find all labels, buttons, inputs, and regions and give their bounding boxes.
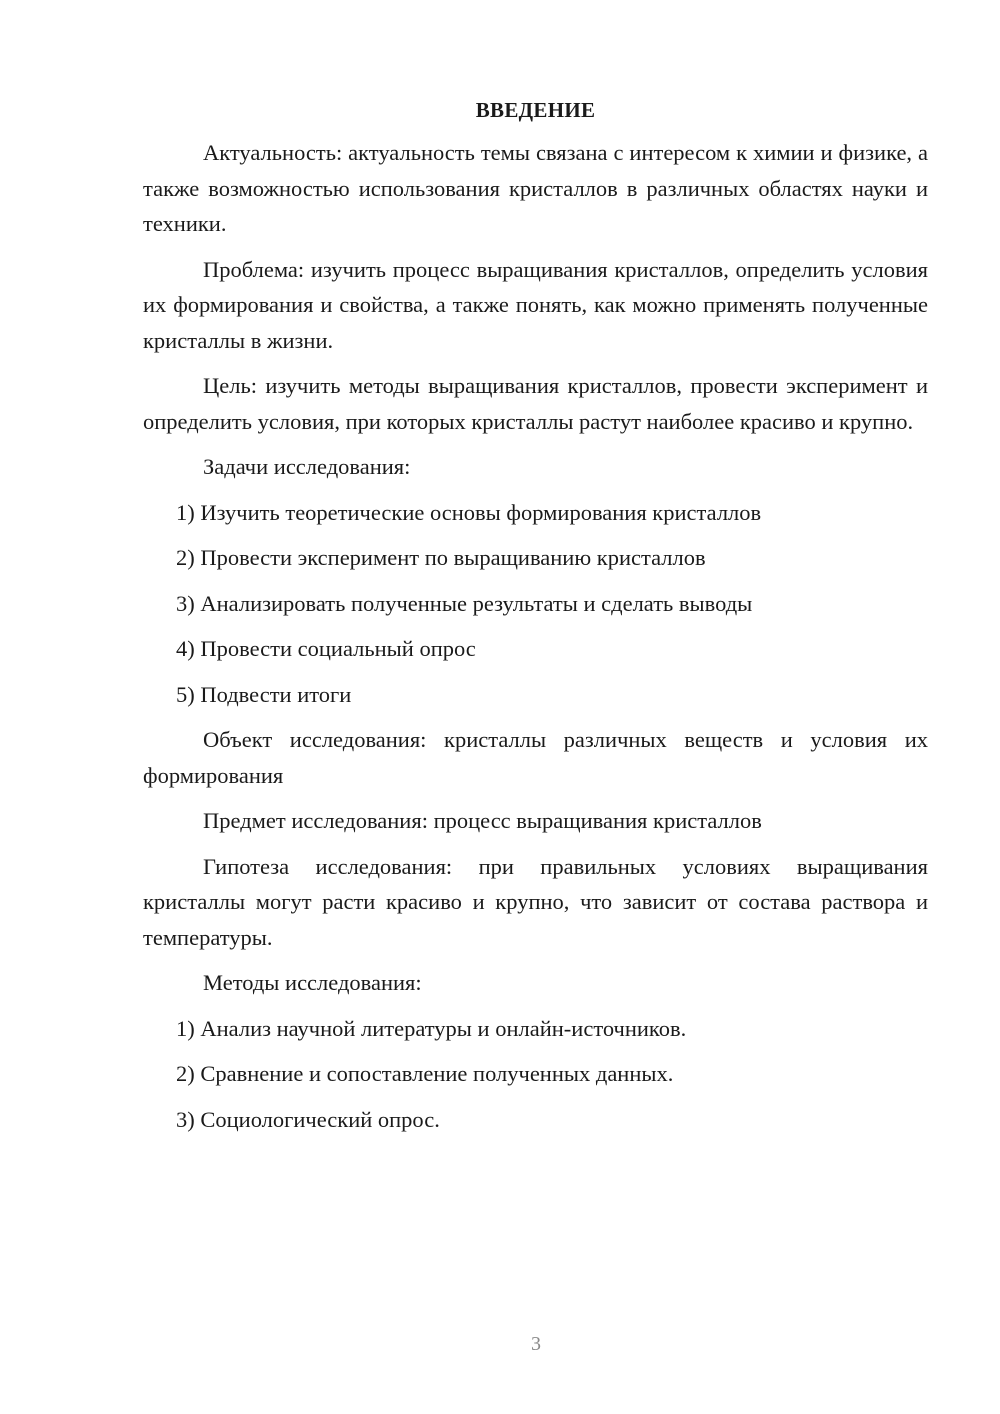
task-item: 2) Провести эксперимент по выращиванию кристаллов (176, 545, 706, 570)
method-item: 3) Социологический опрос. (176, 1106, 440, 1132)
goal-paragraph: Цель: изучить методы выращивания кристаллов, провести эксперимент и определить условия, при которых кристаллы растут наиболее красиво и крупно. (143, 373, 928, 434)
object-paragraph: Объект исследования: кристаллы различных веществ и условия их формирования (143, 727, 928, 788)
task-item: 1) Изучить теоретические основы формирования кристаллов (176, 499, 762, 525)
task-item: 4) Провести социальный опрос (176, 636, 476, 661)
method-item: 1) Анализ научной литературы и онлайн-источников. (176, 1015, 687, 1041)
document-title: ВВЕДЕНИЕ (475, 98, 596, 122)
hypothesis-paragraph: Гипотеза исследования: при правильных условиях выращивания кристаллы могут расти красиво и крупно, что зависит от состава раствора и температуры. (143, 853, 928, 950)
document-page (143, 94, 928, 1147)
method-item: 2) Сравнение и сопоставление полученных данных. (176, 1061, 674, 1086)
page-number: 3 (531, 1333, 541, 1355)
task-item: 3) Анализировать полученные результаты и сделать выводы (176, 590, 753, 616)
subject-paragraph: Предмет исследования: процесс выращивания кристаллов (203, 808, 762, 833)
methods-heading: Методы исследования: (203, 970, 422, 995)
task-item: 5) Подвести итоги (176, 681, 352, 707)
tasks-list (143, 495, 928, 713)
problem-paragraph: Проблема: изучить процесс выращивания кристаллов, определить условия их формирования и свойства, а также понять, как можно применять полученные кристаллы в жизни. (143, 256, 928, 353)
relevance-paragraph: Актуальность: актуальность темы связана с интересом к химии и физике, а также возможностью использования кристаллов в различных областях науки и техники. (143, 140, 928, 236)
methods-list (143, 1011, 928, 1138)
tasks-heading: Задачи исследования: (203, 454, 411, 479)
